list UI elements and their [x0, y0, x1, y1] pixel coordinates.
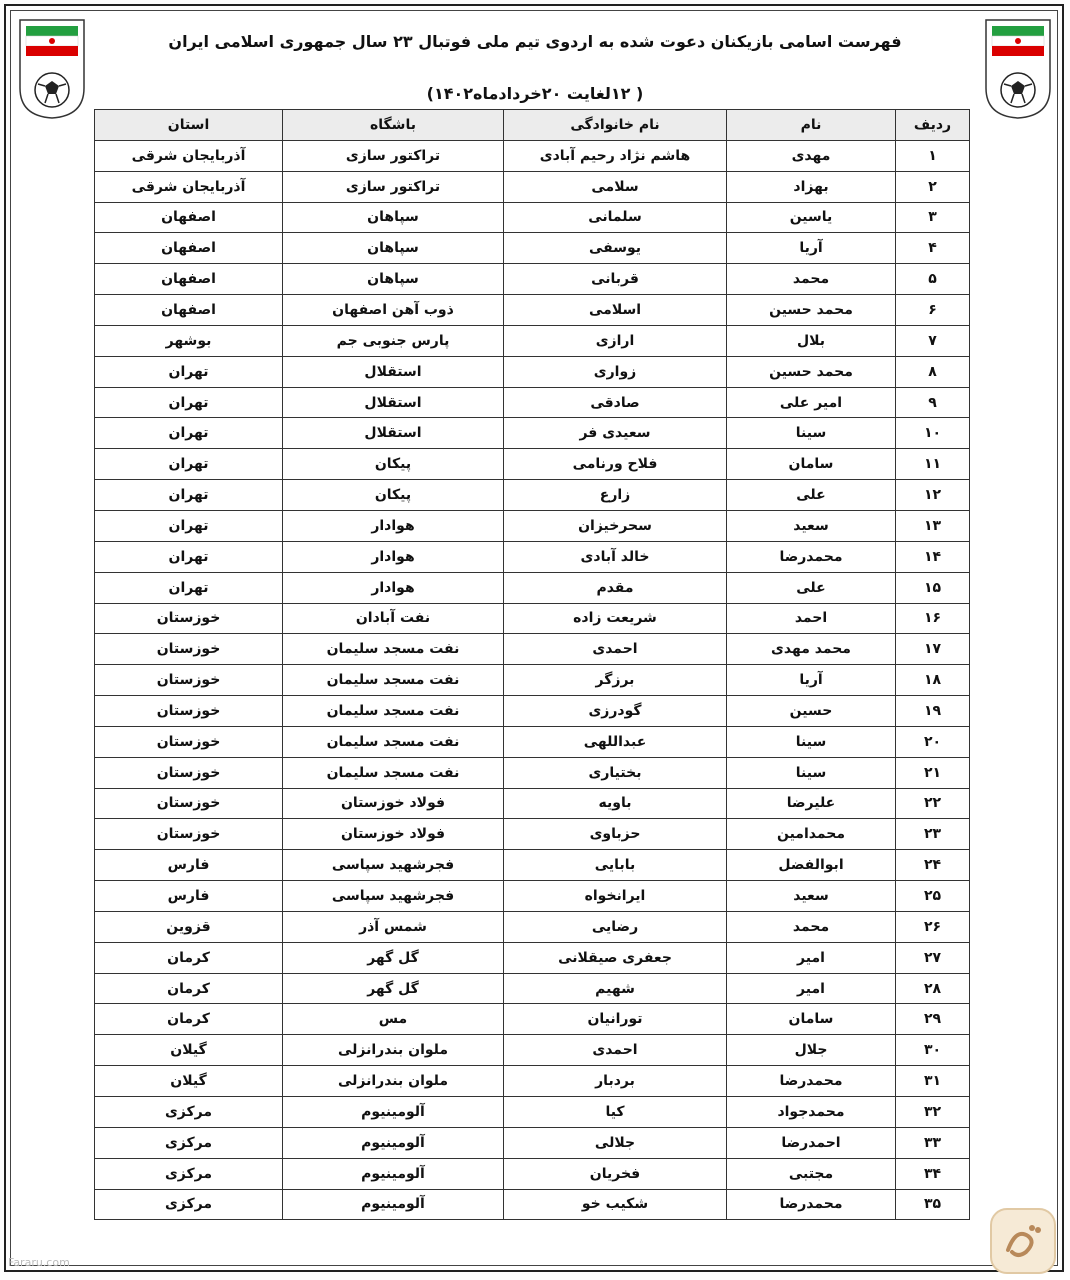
cell-index: ۲۶: [896, 911, 970, 942]
cell-club: آلومینیوم: [283, 1097, 504, 1128]
cell-first-name: محمد حسین: [727, 295, 896, 326]
cell-last-name: فخریان: [504, 1158, 727, 1189]
cell-province: خوزستان: [95, 819, 283, 850]
cell-province: تهران: [95, 387, 283, 418]
cell-club: گل گهر: [283, 973, 504, 1004]
table-row: [95, 1097, 970, 1128]
cell-club: آلومینیوم: [283, 1127, 504, 1158]
table-row: [95, 387, 970, 418]
cell-last-name: تورانیان: [504, 1004, 727, 1035]
cell-club: ذوب آهن اصفهان: [283, 295, 504, 326]
cell-club: سپاهان: [283, 202, 504, 233]
cell-first-name: آریا: [727, 233, 896, 264]
cell-index: ۳۰: [896, 1035, 970, 1066]
cell-club: نفت مسجد سلیمان: [283, 665, 504, 696]
federation-emblem-icon: [984, 18, 1052, 120]
player-roster-table: [94, 109, 970, 1220]
cell-last-name: قربانی: [504, 264, 727, 295]
table-row: [95, 1127, 970, 1158]
cell-province: کرمان: [95, 973, 283, 1004]
cell-province: خوزستان: [95, 726, 283, 757]
cell-first-name: آریا: [727, 665, 896, 696]
table-row: [95, 510, 970, 541]
cell-first-name: محمدرضا: [727, 1189, 896, 1220]
watermark-site: Fararu.com: [8, 1256, 70, 1269]
cell-index: ۲۸: [896, 973, 970, 1004]
cell-last-name: سحرخیزان: [504, 510, 727, 541]
table-row: [95, 788, 970, 819]
cell-last-name: شریعت زاده: [504, 603, 727, 634]
cell-province: آذربایجان شرقی: [95, 140, 283, 171]
cell-last-name: برزگر: [504, 665, 727, 696]
table-row: [95, 356, 970, 387]
document-title: فهرست اسامی بازیکنان دعوت شده به اردوی تیم ملی فوتبال ۲۳ سال جمهوری اسلامی ایران: [168, 32, 902, 51]
cell-last-name: مقدم: [504, 572, 727, 603]
cell-last-name: شهیم: [504, 973, 727, 1004]
header-last-name: نام خانوادگی: [504, 110, 727, 141]
cell-last-name: ارازی: [504, 325, 727, 356]
cell-club: سپاهان: [283, 264, 504, 295]
table-row: [95, 1004, 970, 1035]
cell-province: فارس: [95, 850, 283, 881]
cell-first-name: سینا: [727, 757, 896, 788]
cell-club: فولاد خوزستان: [283, 788, 504, 819]
cell-club: ملوان بندرانزلی: [283, 1066, 504, 1097]
cell-first-name: سینا: [727, 726, 896, 757]
table-row: [95, 911, 970, 942]
federation-logo-right: [984, 18, 1052, 120]
cell-last-name: ایرانخواه: [504, 881, 727, 912]
cell-club: فجرشهید سپاسی: [283, 850, 504, 881]
cell-province: تهران: [95, 510, 283, 541]
cell-club: استقلال: [283, 418, 504, 449]
table-row: [95, 850, 970, 881]
cell-index: ۱۹: [896, 696, 970, 727]
table-row: [95, 757, 970, 788]
cell-club: نفت مسجد سلیمان: [283, 634, 504, 665]
cell-first-name: یاسین: [727, 202, 896, 233]
cell-province: تهران: [95, 356, 283, 387]
cell-index: ۹: [896, 387, 970, 418]
cell-club: پیکان: [283, 480, 504, 511]
table-row: [95, 202, 970, 233]
cell-index: ۱۳: [896, 510, 970, 541]
federation-emblem-icon: [18, 18, 86, 120]
cell-index: ۳: [896, 202, 970, 233]
cell-club: ملوان بندرانزلی: [283, 1035, 504, 1066]
cell-club: هوادار: [283, 510, 504, 541]
cell-index: ۲۴: [896, 850, 970, 881]
fararu-watermark-logo: [988, 1206, 1058, 1276]
cell-last-name: گودرزی: [504, 696, 727, 727]
table-row: [95, 942, 970, 973]
cell-last-name: بختیاری: [504, 757, 727, 788]
cell-province: اصفهان: [95, 202, 283, 233]
cell-province: خوزستان: [95, 603, 283, 634]
cell-last-name: جعفری صیقلانی: [504, 942, 727, 973]
cell-province: فارس: [95, 881, 283, 912]
cell-first-name: محمدرضا: [727, 1066, 896, 1097]
cell-province: خوزستان: [95, 788, 283, 819]
cell-province: اصفهان: [95, 233, 283, 264]
cell-index: ۱۶: [896, 603, 970, 634]
cell-last-name: احمدی: [504, 634, 727, 665]
table-row: [95, 603, 970, 634]
cell-club: پارس جنوبی جم: [283, 325, 504, 356]
table-row: [95, 881, 970, 912]
cell-first-name: علیرضا: [727, 788, 896, 819]
cell-first-name: سامان: [727, 449, 896, 480]
table-row: [95, 449, 970, 480]
cell-province: تهران: [95, 418, 283, 449]
table-row: [95, 696, 970, 727]
cell-index: ۱: [896, 140, 970, 171]
cell-province: مرکزی: [95, 1127, 283, 1158]
header-index: ردیف: [896, 110, 970, 141]
cell-first-name: امیر علی: [727, 387, 896, 418]
cell-index: ۳۴: [896, 1158, 970, 1189]
federation-logo-left: [18, 18, 86, 120]
cell-index: ۱۱: [896, 449, 970, 480]
cell-club: فولاد خوزستان: [283, 819, 504, 850]
header-province: استان: [95, 110, 283, 141]
cell-last-name: رضایی: [504, 911, 727, 942]
cell-club: هوادار: [283, 541, 504, 572]
cell-index: ۲۳: [896, 819, 970, 850]
table-row: [95, 233, 970, 264]
cell-province: تهران: [95, 449, 283, 480]
table-row: [95, 541, 970, 572]
cell-last-name: زواری: [504, 356, 727, 387]
cell-index: ۳۱: [896, 1066, 970, 1097]
cell-first-name: علی: [727, 572, 896, 603]
table-header-row: [95, 110, 970, 141]
cell-last-name: صادقی: [504, 387, 727, 418]
cell-index: ۳۲: [896, 1097, 970, 1128]
cell-province: تهران: [95, 541, 283, 572]
cell-club: نفت آبادان: [283, 603, 504, 634]
table-row: [95, 572, 970, 603]
cell-last-name: باویه: [504, 788, 727, 819]
cell-last-name: عبداللهی: [504, 726, 727, 757]
cell-first-name: احمد: [727, 603, 896, 634]
table-body: [95, 140, 970, 1220]
cell-first-name: سعید: [727, 881, 896, 912]
cell-club: آلومینیوم: [283, 1189, 504, 1220]
cell-province: مرکزی: [95, 1097, 283, 1128]
cell-club: تراکتور سازی: [283, 171, 504, 202]
cell-index: ۱۷: [896, 634, 970, 665]
cell-province: گیلان: [95, 1066, 283, 1097]
cell-index: ۲۵: [896, 881, 970, 912]
cell-first-name: محمدامین: [727, 819, 896, 850]
cell-index: ۲۰: [896, 726, 970, 757]
cell-province: بوشهر: [95, 325, 283, 356]
cell-last-name: یوسفی: [504, 233, 727, 264]
cell-first-name: احمدرضا: [727, 1127, 896, 1158]
cell-last-name: فلاح ورنامی: [504, 449, 727, 480]
cell-province: اصفهان: [95, 295, 283, 326]
table-row: [95, 295, 970, 326]
cell-province: قزوین: [95, 911, 283, 942]
table-row: [95, 634, 970, 665]
cell-last-name: احمدی: [504, 1035, 727, 1066]
table-row: [95, 665, 970, 696]
cell-last-name: بابایی: [504, 850, 727, 881]
cell-index: ۲۱: [896, 757, 970, 788]
cell-first-name: محمدرضا: [727, 541, 896, 572]
cell-first-name: مجتبی: [727, 1158, 896, 1189]
table-row: [95, 726, 970, 757]
table-row: [95, 325, 970, 356]
cell-last-name: خالد آبادی: [504, 541, 727, 572]
cell-province: خوزستان: [95, 757, 283, 788]
cell-index: ۸: [896, 356, 970, 387]
cell-club: مس: [283, 1004, 504, 1035]
cell-first-name: بلال: [727, 325, 896, 356]
cell-club: هوادار: [283, 572, 504, 603]
cell-club: آلومینیوم: [283, 1158, 504, 1189]
cell-club: تراکتور سازی: [283, 140, 504, 171]
cell-province: گیلان: [95, 1035, 283, 1066]
cell-first-name: بهزاد: [727, 171, 896, 202]
table-row: [95, 480, 970, 511]
cell-first-name: محمد: [727, 911, 896, 942]
cell-club: پیکان: [283, 449, 504, 480]
table-row: [95, 819, 970, 850]
cell-index: ۱۰: [896, 418, 970, 449]
table-row: [95, 140, 970, 171]
cell-first-name: محمد مهدی: [727, 634, 896, 665]
cell-province: خوزستان: [95, 696, 283, 727]
cell-first-name: علی: [727, 480, 896, 511]
cell-province: مرکزی: [95, 1189, 283, 1220]
cell-index: ۶: [896, 295, 970, 326]
cell-index: ۷: [896, 325, 970, 356]
cell-club: استقلال: [283, 387, 504, 418]
cell-club: سپاهان: [283, 233, 504, 264]
cell-province: خوزستان: [95, 665, 283, 696]
cell-first-name: ابوالفضل: [727, 850, 896, 881]
cell-index: ۲۷: [896, 942, 970, 973]
cell-index: ۲۹: [896, 1004, 970, 1035]
cell-first-name: سینا: [727, 418, 896, 449]
cell-club: استقلال: [283, 356, 504, 387]
cell-province: کرمان: [95, 942, 283, 973]
cell-last-name: کیا: [504, 1097, 727, 1128]
cell-province: اصفهان: [95, 264, 283, 295]
cell-province: خوزستان: [95, 634, 283, 665]
cell-province: آذربایجان شرقی: [95, 171, 283, 202]
cell-last-name: سلمانی: [504, 202, 727, 233]
cell-index: ۱۵: [896, 572, 970, 603]
cell-province: مرکزی: [95, 1158, 283, 1189]
cell-last-name: زارع: [504, 480, 727, 511]
table-row: [95, 1035, 970, 1066]
cell-first-name: سعید: [727, 510, 896, 541]
cell-club: نفت مسجد سلیمان: [283, 696, 504, 727]
cell-last-name: هاشم نژاد رحیم آبادی: [504, 140, 727, 171]
cell-province: تهران: [95, 572, 283, 603]
cell-first-name: سامان: [727, 1004, 896, 1035]
fararu-badge-icon: [988, 1206, 1058, 1276]
table-row: [95, 1158, 970, 1189]
cell-club: شمس آذر: [283, 911, 504, 942]
cell-first-name: محمد حسین: [727, 356, 896, 387]
table-row: [95, 418, 970, 449]
cell-first-name: حسین: [727, 696, 896, 727]
table-row: [95, 1066, 970, 1097]
cell-first-name: مهدی: [727, 140, 896, 171]
cell-index: ۱۴: [896, 541, 970, 572]
cell-index: ۱۸: [896, 665, 970, 696]
cell-index: ۲: [896, 171, 970, 202]
cell-last-name: سعیدی فر: [504, 418, 727, 449]
cell-last-name: جلالی: [504, 1127, 727, 1158]
cell-index: ۴: [896, 233, 970, 264]
table-row: [95, 171, 970, 202]
cell-index: ۲۲: [896, 788, 970, 819]
cell-province: تهران: [95, 480, 283, 511]
header-first-name: نام: [727, 110, 896, 141]
table-row: [95, 1189, 970, 1220]
cell-last-name: اسلامی: [504, 295, 727, 326]
cell-index: ۱۲: [896, 480, 970, 511]
cell-first-name: جلال: [727, 1035, 896, 1066]
cell-club: نفت مسجد سلیمان: [283, 726, 504, 757]
cell-first-name: امیر: [727, 973, 896, 1004]
header-club: باشگاه: [283, 110, 504, 141]
cell-last-name: حزباوی: [504, 819, 727, 850]
cell-index: ۵: [896, 264, 970, 295]
document-date-range: ( ۱۲لغایت ۲۰خردادماه۱۴۰۲): [426, 84, 644, 103]
cell-first-name: امیر: [727, 942, 896, 973]
cell-first-name: محمد: [727, 264, 896, 295]
cell-last-name: سلامی: [504, 171, 727, 202]
cell-province: کرمان: [95, 1004, 283, 1035]
cell-index: ۳۵: [896, 1189, 970, 1220]
cell-last-name: شکیب خو: [504, 1189, 727, 1220]
cell-club: نفت مسجد سلیمان: [283, 757, 504, 788]
cell-last-name: بردبار: [504, 1066, 727, 1097]
cell-club: فجرشهید سپاسی: [283, 881, 504, 912]
cell-index: ۳۳: [896, 1127, 970, 1158]
table-row: [95, 264, 970, 295]
cell-club: گل گهر: [283, 942, 504, 973]
table-row: [95, 973, 970, 1004]
cell-first-name: محمدجواد: [727, 1097, 896, 1128]
